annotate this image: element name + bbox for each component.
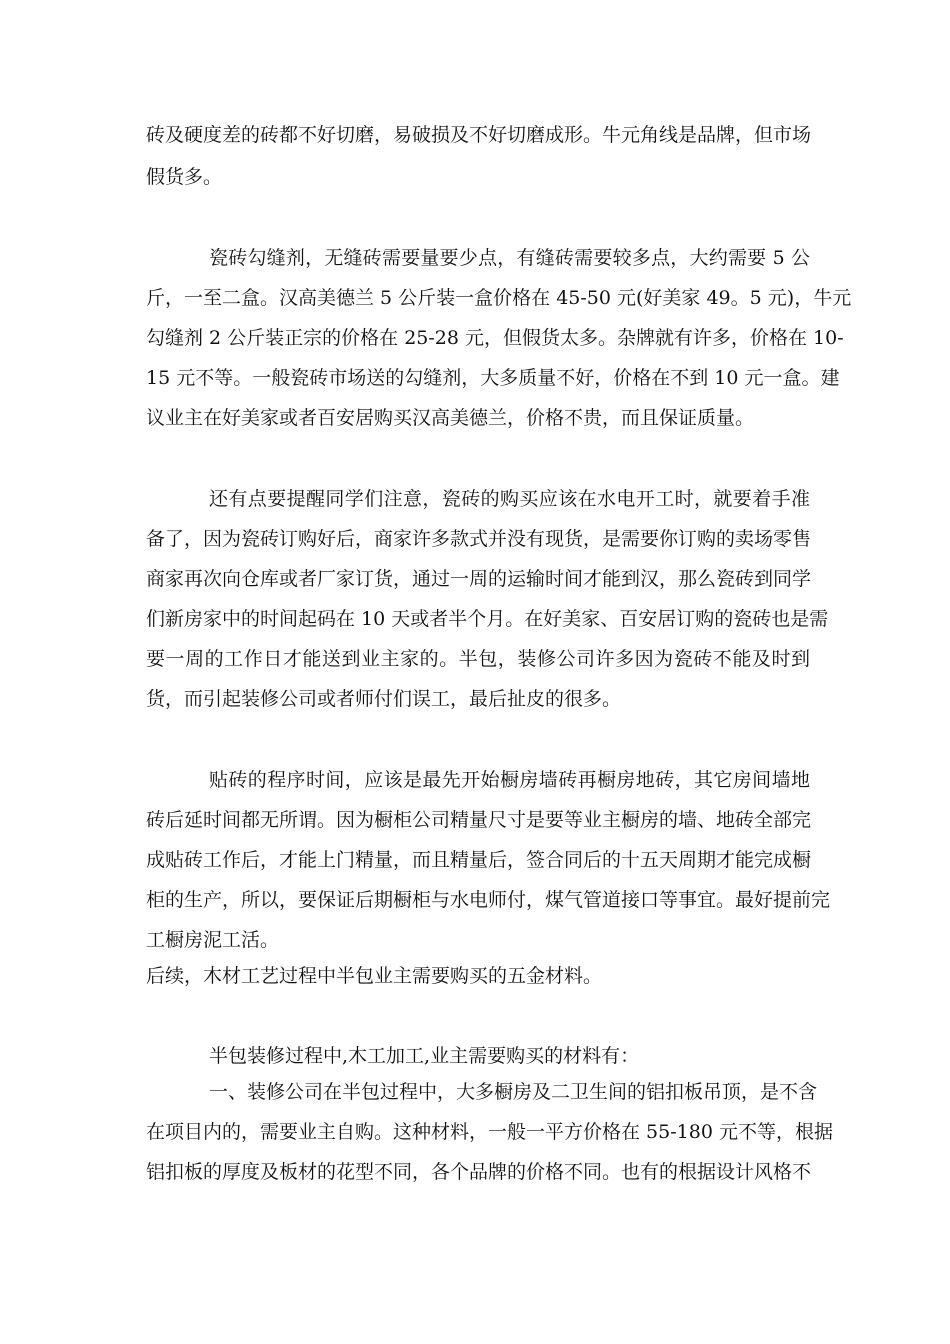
text-line: 假货多。 [146, 166, 223, 188]
text-line: 要一周的工作日才能送到业主家的。半包，装修公司许多因为瓷砖不能及时到 [146, 648, 810, 670]
text-line: 15 元不等。一般瓷砖市场送的勾缝剂，大多质量不好，价格在不到 10 元一盒。建 [146, 367, 840, 389]
text-line: 成贴砖工作后，才能上门精量，而且精量后，签合同后的十五天周期才能完成橱 [146, 849, 812, 871]
paragraph-first-line: 半包装修过程中,木工加工,业主需要购买的材料有： [209, 1045, 640, 1067]
text-line: 们新房家中的时间起码在 10 天或者半个月。在好美家、百安居订购的瓷砖也是需 [146, 608, 829, 630]
paragraph-first-line: 贴砖的程序时间，应该是最先开始橱房墙砖再橱房地砖，其它房间墙地 [209, 769, 810, 791]
text-line: 在项目内的，需要业主自购。这种材料，一般一平方价格在 55-180 元不等，根据 [146, 1121, 833, 1143]
paragraph-first-line: 一、装修公司在半包过程中，大多橱房及二卫生间的铝扣板吊顶，是不含 [209, 1081, 818, 1103]
text-line: 铝扣板的厚度及板材的花型不同，各个品牌的价格不同。也有的根据设计风格不 [146, 1161, 812, 1183]
paragraph-first-line: 瓷砖勾缝剂，无缝砖需要量要少点，有缝砖需要较多点，大约需要 5 公 [209, 247, 810, 269]
text-line: 备了，因为瓷砖订购好后，商家许多款式并没有现货，是需要你订购的卖场零售 [146, 528, 812, 550]
text-line: 货，而引起装修公司或者师付们误工，最后扯皮的很多。 [146, 688, 622, 710]
text-line: 工橱房泥工活。 [146, 929, 280, 951]
text-line: 议业主在好美家或者百安居购买汉高美德兰，价格不贵，而且保证质量。 [146, 407, 755, 429]
text-line: 勾缝剂 2 公斤装正宗的价格在 25-28 元，但假货太多。杂牌就有许多，价格在 10- [146, 327, 844, 349]
text-line: 砖后延时间都无所谓。因为橱柜公司精量尺寸是要等业主橱房的墙、地砖全部完 [146, 809, 812, 831]
text-line: 砖及硬度差的砖都不好切磨，易破损及不好切磨成形。牛元角线是品牌，但市场 [146, 124, 812, 146]
text-line: 斤，一至二盒。汉高美德兰 5 公斤装一盒价格在 45-50 元(好美家 49。5 元)，牛元 [146, 287, 852, 309]
text-line: 柜的生产，所以，要保证后期橱柜与水电师付，煤气管道接口等事宜。最好提前完 [146, 889, 831, 911]
text-line: 商家再次向仓库或者厂家订货，通过一周的运输时间才能到汉，那么瓷砖到同学 [146, 568, 812, 590]
text-line: 后续，木材工艺过程中半包业主需要购买的五金材料。 [146, 965, 603, 987]
paragraph-first-line: 还有点要提醒同学们注意，瓷砖的购买应该在水电开工时，就要着手准 [209, 488, 810, 510]
